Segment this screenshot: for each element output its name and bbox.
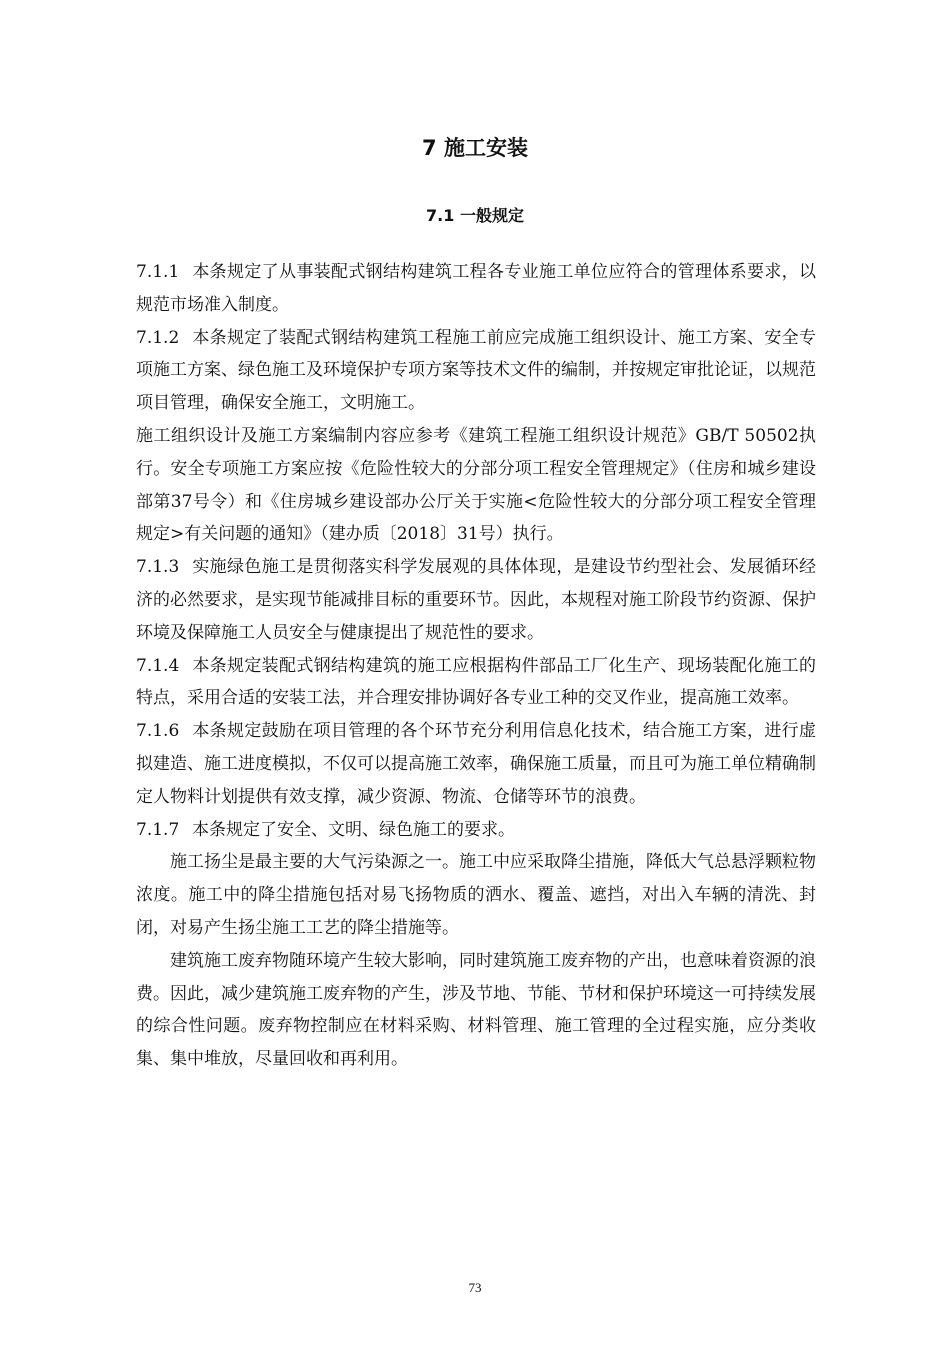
clause-text: 本条规定装配式钢结构建筑的施工应根据构件部品工厂化生产、现场装配化施工的特点，采用合适的安装工法，并合理安排协调好各专业工种的交叉作业，提高施工效率。	[136, 655, 816, 709]
chapter-title: 7 施工安装	[422, 136, 528, 160]
clause-7-1-3	[136, 551, 816, 649]
clause-text: 本条规定了从事装配式钢结构建筑工程各专业施工单位应符合的管理体系要求，以规范市场准入制度。	[136, 262, 816, 315]
clause-7-1-6	[136, 715, 816, 813]
clause-7-1-2	[136, 322, 816, 420]
clause-number: 7.1.3	[136, 557, 180, 578]
clause-number: 7.1.7	[136, 819, 180, 840]
clause-number: 7.1.4	[136, 655, 180, 676]
clause-number: 7.1.2	[136, 327, 180, 348]
clause-7-1-4	[136, 650, 816, 716]
clause-number: 7.1.1	[136, 262, 180, 282]
clause-text: 本条规定了装配式钢结构建筑工程施工前应完成施工组织设计、施工方案、安全专项施工方案、绿色施工及环境保护专项方案等技术文件的编制，并按规定审批论证，以规范项目管理，确保安全施工，文明施工。	[136, 327, 816, 414]
body-text	[136, 256, 816, 1076]
clause-7-1-1	[136, 256, 816, 322]
clause-7-1-7-para-waste: 建筑施工废弃物随环境产生较大影响，同时建筑施工废弃物的产出，也意味着资源的浪费。因此，减少建筑施工废弃物的产生，涉及节地、节能、节材和保护环境这一可持续发展的综合性问题。废弃物控制应在材料采购、材料管理、施工管理的全过程实施，应分类收集、集中堆放，尽量回收和再利用。	[136, 950, 816, 1070]
page-number: 73	[468, 1280, 482, 1295]
clause-text: 本条规定了安全、文明、绿色施工的要求。	[192, 819, 515, 840]
clause-7-1-7	[136, 814, 816, 847]
clause-text: 本条规定鼓励在项目管理的各个环节充分利用信息化技术，结合施工方案，进行虚拟建造、施工进度模拟，不仅可以提高施工效率，确保施工质量，而且可为施工单位精确制定人物料计划提供有效支撑，减少资源、物流、仓储等环节的浪费。	[136, 721, 816, 807]
section-title: 7.1 一般规定	[426, 206, 524, 225]
clause-number: 7.1.6	[136, 721, 180, 742]
clause-7-1-7-para-dust: 施工扬尘是最主要的大气污染源之一。施工中应采取降尘措施，降低大气总悬浮颗粒物浓度。施工中的降尘措施包括对易飞扬物质的洒水、覆盖、遮挡，对出入车辆的清洗、封闭，对易产生扬尘施工工艺的降尘措施等。	[136, 852, 816, 938]
clause-7-1-2-extra: 施工组织设计及施工方案编制内容应参考《建筑工程施工组织设计规范》GB/T 50502执行。安全专项施工方案应按《危险性较大的分部分项工程安全管理规定》（住房和城乡建设部第37号令）和《住房城乡建设部办公厅关于实施<危险性较大的分部分项工程安全管理规定>有关问题的通知》（建办质〔2018〕31号）执行。	[136, 425, 816, 545]
clause-text: 实施绿色施工是贯彻落实科学发展观的具体体现，是建设节约型社会、发展循环经济的必然要求，是实现节能减排目标的重要环节。因此，本规程对施工阶段节约资源、保护环境及保障施工人员安全与健康提出了规范性的要求。	[136, 557, 816, 643]
